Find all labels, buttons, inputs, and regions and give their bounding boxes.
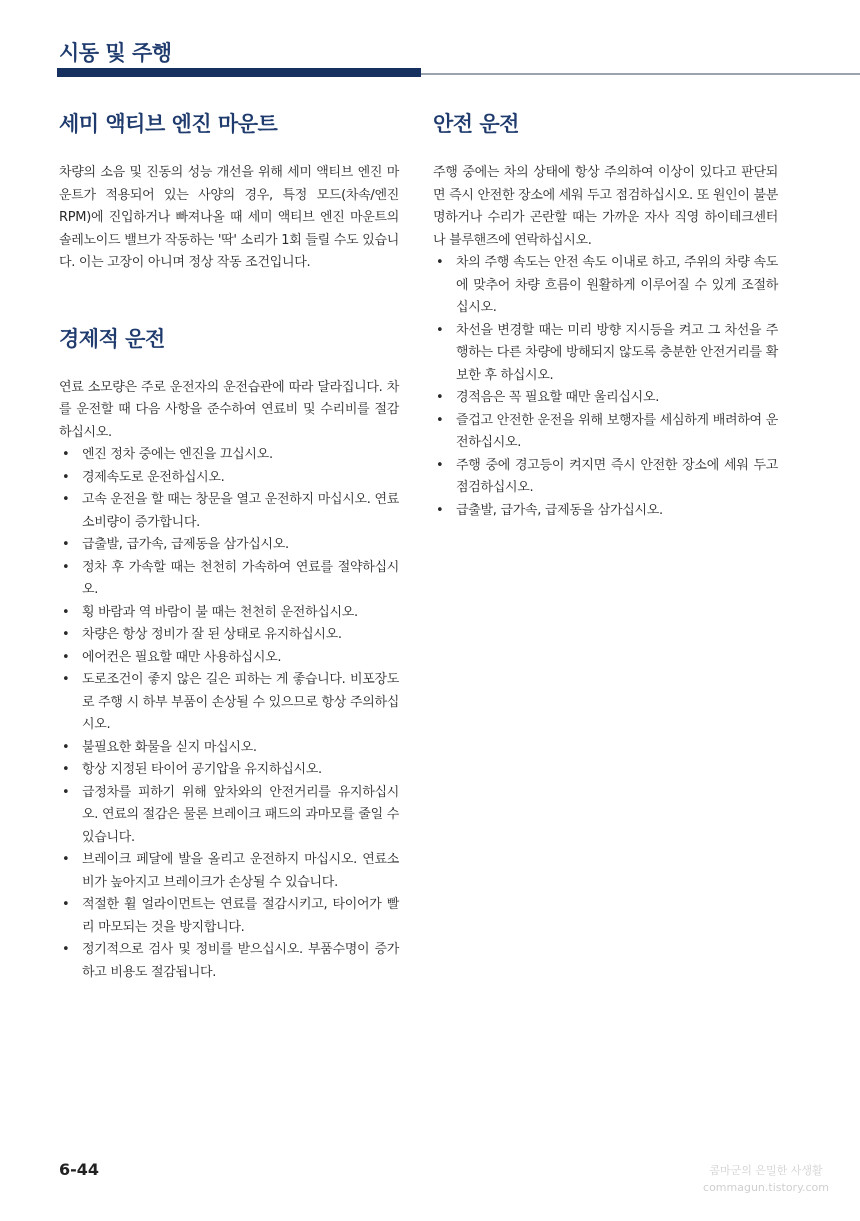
- left-column: [59, 108, 399, 984]
- list-item: • 에어컨은 필요할 때만 사용하십시오.: [59, 647, 399, 670]
- list-item: • 고속 운전을 할 때는 창문을 열고 운전하지 마십시오. 연료 소비량이 증가합니다.: [59, 489, 399, 534]
- section-paragraph: 주행 중에는 차의 상태에 항상 주의하여 이상이 있다고 판단되면 즉시 안전한 장소에 세워 두고 점검하십시오. 또 원인이 불분명하거나 수리가 곤란할 때는 가까운 자사 직영 하이테크센터나 블루핸즈에 연락하십시오.: [433, 165, 778, 248]
- header-rule-thick: [57, 68, 421, 77]
- page-number: 6-44: [59, 1160, 100, 1179]
- list-item: • 적절한 휠 얼라이먼트는 연료를 절감시키고, 타이어가 빨리 마모되는 것을 방지합니다.: [59, 894, 399, 939]
- list-item: • 주행 중에 경고등이 켜지면 즉시 안전한 장소에 세워 두고 점검하십시오.: [433, 455, 778, 500]
- section-title: 세미 액티브 엔진 마운트: [59, 112, 278, 136]
- section-semi-active-mount: [59, 108, 399, 275]
- list-item: • 급정차를 피하기 위해 앞차와의 안전거리를 유지하십시오. 연료의 절감은 물론 브레이크 패드의 과마모를 줄일 수 있습니다.: [59, 782, 399, 850]
- list-item: • 불필요한 화물을 싣지 마십시오.: [59, 737, 399, 760]
- list-item: • 엔진 정차 중에는 엔진을 끄십시오.: [59, 444, 399, 467]
- bullet-list: [59, 444, 399, 984]
- header-rule-thin: [421, 73, 860, 75]
- bullet-list: [433, 252, 778, 522]
- list-item: • 경적음은 꼭 필요할 때만 울리십시오.: [433, 387, 778, 410]
- section-paragraph: 차량의 소음 및 진동의 성능 개선을 위해 세미 액티브 엔진 마운트가 적용되어 있는 사양의 경우, 특정 모드(차속/엔진 RPM)에 진입하거나 빠져나올 때 세미 액티브 엔진 마운트의 솔레노이드 밸브가 작동하는 '딱' 소리가 1회 들릴 수도 있습니다. 이는 고장이 아니며 정상 작동 조건입니다.: [59, 165, 399, 270]
- list-item: • 차선을 변경할 때는 미리 방향 지시등을 켜고 그 차선을 주행하는 다른 차량에 방해되지 않도록 충분한 안전거리를 확보한 후 하십시오.: [433, 320, 778, 388]
- list-item: • 횡 바람과 역 바람이 불 때는 천천히 운전하십시오.: [59, 602, 399, 625]
- section-title: 경제적 운전: [59, 326, 165, 351]
- list-item: • 경제속도로 운전하십시오.: [59, 467, 399, 490]
- list-item: • 급출발, 급가속, 급제동을 삼가십시오.: [59, 534, 399, 557]
- watermark-url: commagun.tistory.com: [703, 1181, 829, 1194]
- list-item: • 항상 지정된 타이어 공기압을 유지하십시오.: [59, 759, 399, 782]
- list-item: • 정차 후 가속할 때는 천천히 가속하여 연료를 절약하십시오.: [59, 557, 399, 602]
- header-title: 시동 및 주행: [59, 41, 172, 65]
- list-item: • 차의 주행 속도는 안전 속도 이내로 하고, 주위의 차량 속도에 맞추어 차량 흐름이 원활하게 이루어질 수 있게 조절하십시오.: [433, 252, 778, 320]
- watermark-line: 콤마군의 은밀한 사생활: [709, 1164, 823, 1177]
- section-safe-driving: [433, 108, 778, 522]
- right-column: [433, 108, 778, 522]
- section-eco-driving: [59, 323, 399, 985]
- watermark: [703, 1162, 829, 1196]
- list-item: • 도로조건이 좋지 않은 길은 피하는 게 좋습니다. 비포장도로 주행 시 하부 부품이 손상될 수 있으므로 항상 주의하십시오.: [59, 669, 399, 737]
- list-item: • 즐겁고 안전한 운전을 위해 보행자를 세심하게 배려하여 운전하십시오.: [433, 410, 778, 455]
- list-item: • 급출발, 급가속, 급제동을 삼가십시오.: [433, 500, 778, 523]
- list-item: • 정기적으로 검사 및 정비를 받으십시오. 부품수명이 증가하고 비용도 절감됩니다.: [59, 939, 399, 984]
- list-item: • 브레이크 페달에 발을 올리고 운전하지 마십시오. 연료소비가 높아지고 브레이크가 손상될 수 있습니다.: [59, 849, 399, 894]
- list-item: • 차량은 항상 정비가 잘 된 상태로 유지하십시오.: [59, 624, 399, 647]
- section-title: 안전 운전: [433, 112, 519, 136]
- section-paragraph: 연료 소모량은 주로 운전자의 운전습관에 따라 달라집니다. 차를 운전할 때 다음 사항을 준수하여 연료비 및 수리비를 절감하십시오.: [59, 379, 399, 440]
